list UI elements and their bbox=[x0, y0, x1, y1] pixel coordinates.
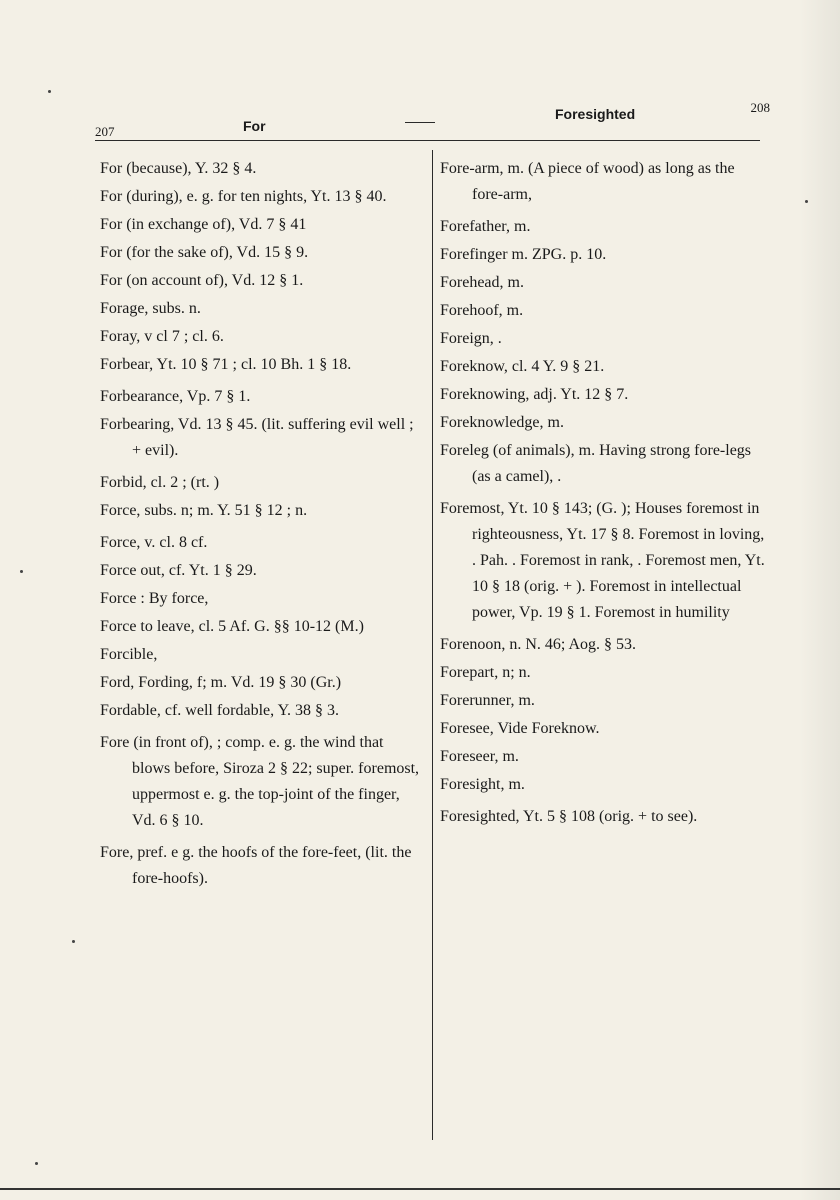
header-dash bbox=[405, 122, 435, 123]
entry: Fordable, cf. well fordable, Y. 38 § 3. bbox=[100, 702, 340, 719]
entry: Forbear, Yt. 10 § 71 ; cl. 10 Bh. 1 § 18. bbox=[100, 356, 352, 373]
ink-speck bbox=[805, 200, 808, 203]
headword-left: For bbox=[243, 118, 266, 134]
entry: Foresee, Vide Foreknow. bbox=[440, 720, 600, 737]
entry: Forerunner, m. bbox=[440, 692, 535, 709]
entry: For (on account of), Vd. 12 § 1. bbox=[100, 272, 304, 289]
entry: Foresighted, Yt. 5 § 108 (orig. + to see). bbox=[440, 808, 698, 825]
entry: Foray, v cl 7 ; cl. 6. bbox=[100, 328, 224, 345]
ink-speck bbox=[35, 1162, 38, 1165]
running-header bbox=[95, 100, 770, 141]
page-bottom-edge bbox=[0, 1188, 840, 1190]
entry: Foreknowledge, m. bbox=[440, 414, 564, 431]
page-edge-shadow bbox=[800, 0, 840, 1200]
column-divider bbox=[432, 150, 433, 1140]
entry: Force, v. cl. 8 cf. bbox=[100, 534, 208, 551]
entry: Forage, subs. n. bbox=[100, 300, 201, 317]
entry: Forcible, bbox=[100, 646, 158, 663]
entry: Foreseer, m. bbox=[440, 748, 519, 765]
entry: Forbearing, Vd. 13 § 45. (lit. suffering evil well ; + evil). bbox=[100, 416, 414, 459]
entry: Foremost, Yt. 10 § 143; (G. ); Houses foremost in righteousness, Yt. 17 § 8. Foremost in loving, . Pah. . Foremost in rank, . Foremost men, Yt. 10 § 18 (orig. + ). Foremost in intellectual power, Vp. 19 § 1. Foremost in humility bbox=[440, 500, 765, 621]
headword-right: Foresighted bbox=[555, 106, 636, 122]
entry: Forepart, n; n. bbox=[440, 664, 531, 681]
ink-speck bbox=[72, 940, 75, 943]
entry: Foreign, . bbox=[440, 330, 502, 347]
page-number-right: 208 bbox=[750, 100, 770, 115]
ink-speck bbox=[20, 570, 23, 573]
entry: Force, subs. n; m. Y. 51 § 12 ; n. bbox=[100, 502, 308, 519]
entry: Foreknow, cl. 4 Y. 9 § 21. bbox=[440, 358, 605, 375]
entry: Fore-arm, m. (A piece of wood) as long as the fore-arm, bbox=[440, 160, 735, 203]
entry: Forefinger m. ZPG. p. 10. bbox=[440, 246, 607, 263]
ink-speck bbox=[48, 90, 51, 93]
entry: For (because), Y. 32 § 4. bbox=[100, 160, 257, 177]
entry: Foreknowing, adj. Yt. 12 § 7. bbox=[440, 386, 629, 403]
entry: For (for the sake of), Vd. 15 § 9. bbox=[100, 244, 309, 261]
entry: Foresight, m. bbox=[440, 776, 525, 793]
entry: For (during), e. g. for ten nights, Yt. 13 § 40. bbox=[100, 188, 387, 205]
page-number-left: 207 bbox=[95, 124, 115, 139]
entry: Forenoon, n. N. 46; Aog. § 53. bbox=[440, 636, 636, 653]
entry: Force to leave, cl. 5 Af. G. §§ 10-12 (M.) bbox=[100, 618, 364, 635]
entry: Force : By force, bbox=[100, 590, 209, 607]
entry: Forefather, m. bbox=[440, 218, 531, 235]
entry: Force out, cf. Yt. 1 § 29. bbox=[100, 562, 257, 579]
entry: Foreleg (of animals), m. Having strong fore-legs (as a camel), . bbox=[440, 442, 752, 485]
left-column bbox=[100, 156, 425, 894]
entry: Ford, Fording, f; m. Vd. 19 § 30 (Gr.) bbox=[100, 674, 342, 691]
entry: Fore, pref. e g. the hoofs of the fore-feet, (lit. the fore-hoofs). bbox=[100, 844, 412, 887]
entry: Forbid, cl. 2 ; (rt. ) bbox=[100, 474, 220, 491]
entry: For (in exchange of), Vd. 7 § 41 bbox=[100, 216, 307, 233]
entry: Forehead, m. bbox=[440, 274, 524, 291]
entry: Forbearance, Vp. 7 § 1. bbox=[100, 388, 251, 405]
entry: Forehoof, m. bbox=[440, 302, 524, 319]
entry: Fore (in front of), ; comp. e. g. the wind that blows before, Siroza 2 § 22; super. foremost, uppermost e. g. the top-joint of the finger, Vd. 6 § 10. bbox=[100, 734, 420, 829]
right-column bbox=[440, 156, 765, 832]
